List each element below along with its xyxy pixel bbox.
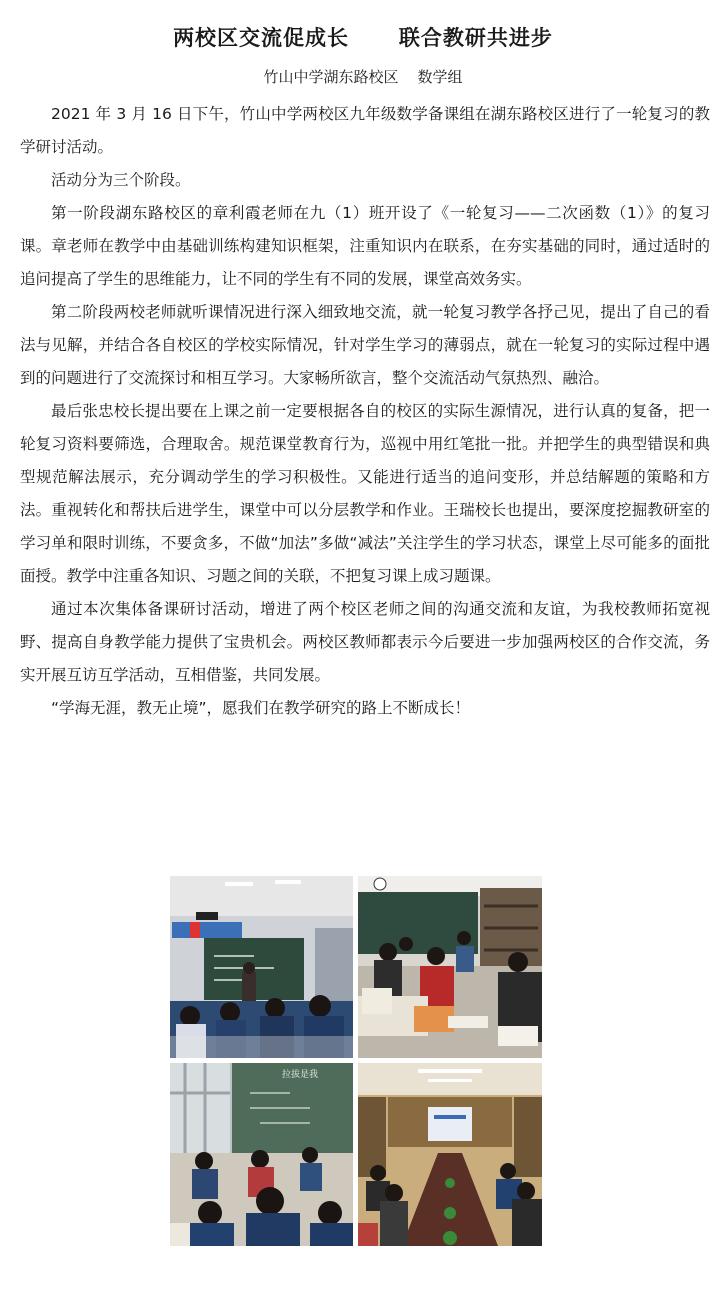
paragraph-stage-one: 第一阶段湖东路校区的章利霞老师在九（1）班开设了《一轮复习——二次函数（1）》的复习课。章老师在教学中由基础训练构建知识框架，注重知识内在联系，在夯实基础的同时，通过适时的追问提高了学生的思维能力，让不同的学生有不同的发展，课堂高效务实。: [20, 204, 710, 288]
article-byline: 竹山中学湖东路校区 数学组: [263, 68, 463, 86]
article-body: [20, 98, 710, 725]
paragraph-closing: “学海无涯，教无止境”，愿我们在教学研究的路上不断成长！: [51, 699, 471, 717]
photo-sign-text: 拉拔是我: [282, 1070, 319, 1080]
photo-grid: [170, 876, 542, 1246]
photo-classroom-students: [170, 1063, 353, 1246]
paragraph-stages: 活动分为三个阶段。: [51, 171, 191, 189]
paragraph-summary: 通过本次集体备课研讨活动，增进了两个校区老师之间的沟通交流和友谊，为我校教师拓宽视野、提高自身教学能力提供了宝贵机会。两校区教师都表示今后要进一步加强两校区的合作交流，务实开展互访互学活动，互相借鉴，共同发展。: [20, 600, 710, 684]
paragraph-date: 2021 年 3 月 16 日下午，竹山中学两校区九年级数学备课组在湖东路校区进行了一轮复习的教学研讨活动。: [20, 105, 710, 156]
photo-meeting-room: [358, 1063, 542, 1246]
photo-classroom-lesson: [170, 876, 353, 1058]
article-title: 两校区交流促成长 联合教研共进步: [173, 26, 553, 50]
paragraph-final-stage: 最后张忠校长提出要在上课之前一定要根据各自的校区的实际生源情况，进行认真的复备，把一轮复习资料要筛选，合理取舍。规范课堂教育行为，巡视中用红笔批一批。并把学生的典型错误和典型规范解法展示，充分调动学生的学习积极性。又能进行适当的追问变形，并总结解题的策略和方法。重视转化和帮扶后进学生，课堂中可以分层教学和作业。王瑞校长也提出，要深度挖掘教研室的学习单和限时训练，不要贪多，不做“加法”多做“减法”关注学生的学习状态，课堂上尽可能多的面批面授。教学中注重各知识、习题之间的关联，不把复习课上成习题课。: [20, 402, 710, 585]
photo-teacher-discussion: [358, 876, 542, 1058]
paragraph-stage-two: 第二阶段两校老师就听课情况进行深入细致地交流，就一轮复习教学各抒己见，提出了自己的看法与见解，并结合各自校区的学校实际情况，针对学生学习的薄弱点，就在一轮复习的实际过程中遇到的问题进行了交流探讨和相互学习。大家畅所欲言，整个交流活动气氛热烈、融洽。: [20, 303, 710, 387]
